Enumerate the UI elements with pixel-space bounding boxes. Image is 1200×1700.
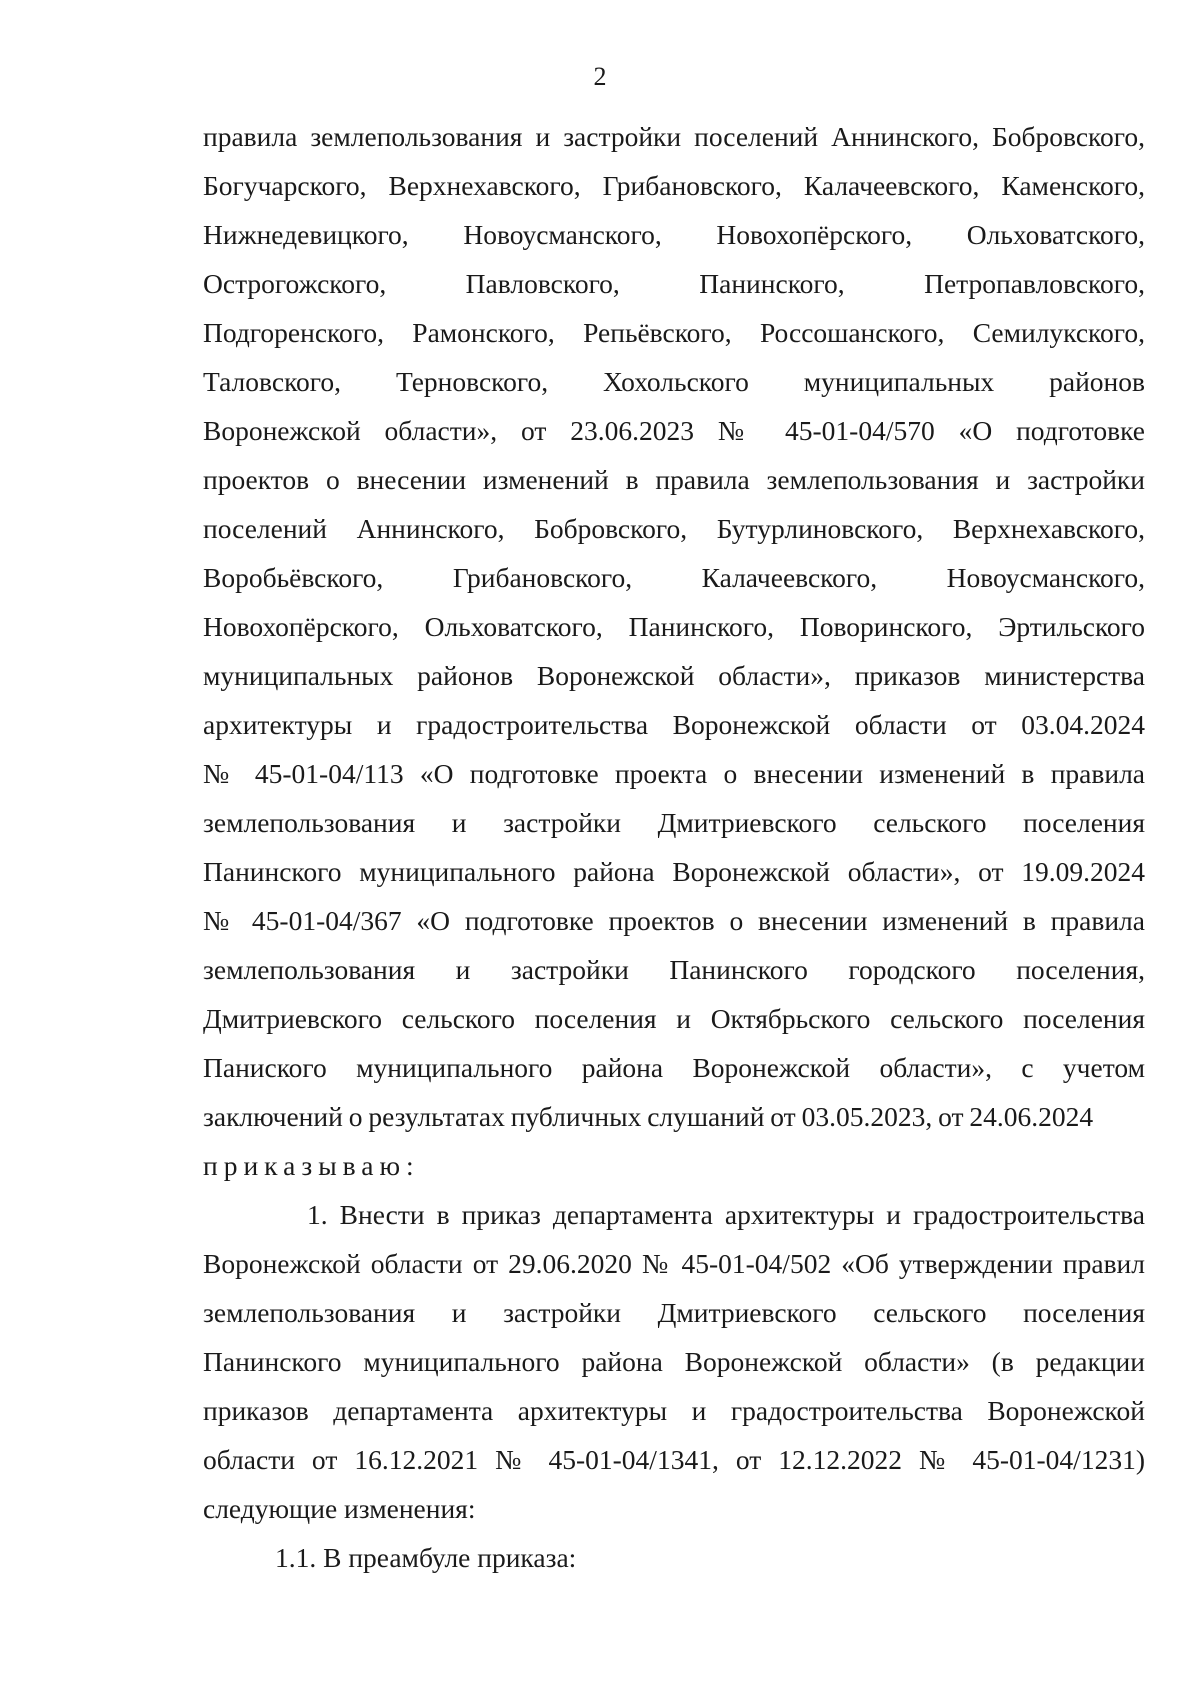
text-line: Таловского, Терновского, Хохольского муниципальных районов <box>203 366 1145 397</box>
text-line: проектов о внесении изменений в правила землепользования и застройки <box>203 464 1145 495</box>
text-line: землепользования и застройки Дмитриевского сельского поселения <box>203 807 1145 838</box>
text-line: Паниского муниципального района Воронежской области», с учетом <box>203 1052 1145 1083</box>
text-line: следующие изменения: <box>203 1493 476 1524</box>
text-line: Острогожского, Павловского, Панинского, Петропавловского, <box>203 268 1145 299</box>
text-line: Новохопёрского, Ольховатского, Панинского, Поворинского, Эртильского <box>203 611 1145 642</box>
page-number: 2 <box>593 62 607 91</box>
text-line: муниципальных районов Воронежской области», приказов министерства <box>203 660 1145 691</box>
text-line: Панинского муниципального района Воронежской области», от 19.09.2024 <box>203 856 1145 887</box>
paragraph-1-start: 1. Внести в приказ департамента архитектуры и градостроительства <box>307 1199 1145 1230</box>
text-line: Воробьёвского, Грибановского, Калачеевского, Новоусманского, <box>203 562 1145 593</box>
subparagraph-1-1: 1.1. В преамбуле приказа: <box>275 1542 577 1573</box>
text-line: № 45-01-04/367 «О подготовке проектов о внесении изменений в правила <box>203 905 1145 936</box>
text-line: землепользования и застройки Дмитриевского сельского поселения <box>203 1297 1145 1328</box>
text-line: архитектуры и градостроительства Воронежской области от 03.04.2024 <box>203 709 1145 740</box>
text-line: Панинского муниципального района Воронежской области» (в редакции <box>203 1346 1145 1377</box>
text-line: правила землепользования и застройки поселений Аннинского, Бобровского, <box>203 121 1145 152</box>
text-line: землепользования и застройки Панинского городского поселения, <box>203 954 1145 985</box>
text-line: поселений Аннинского, Бобровского, Бутурлиновского, Верхнехавского, <box>203 513 1145 544</box>
text-line: Богучарского, Верхнехавского, Грибановского, Калачеевского, Каменского, <box>203 170 1145 201</box>
text-line: Воронежской области от 29.06.2020 № 45-01-04/502 «Об утверждении правил <box>203 1248 1145 1279</box>
text-line: Подгоренского, Рамонского, Репьёвского, Россошанского, Семилукского, <box>203 317 1145 348</box>
text-line: Дмитриевского сельского поселения и Октябрьского сельского поселения <box>203 1003 1145 1034</box>
text-line: Нижнедевицкого, Новоусманского, Новохопёрского, Ольховатского, <box>203 219 1145 250</box>
text-line: заключений о результатах публичных слушаний от 03.05.2023, от 24.06.2024 <box>203 1101 1094 1132</box>
order-keyword: приказываю: <box>203 1150 420 1181</box>
document-body <box>203 112 1145 1582</box>
text-line: области от 16.12.2021 № 45-01-04/1341, от 12.12.2022 № 45-01-04/1231) <box>203 1444 1145 1475</box>
text-line: № 45-01-04/113 «О подготовке проекта о внесении изменений в правила <box>203 758 1145 789</box>
text-line: приказов департамента архитектуры и градостроительства Воронежской <box>203 1395 1145 1426</box>
text-line: Воронежской области», от 23.06.2023 № 45-01-04/570 «О подготовке <box>203 415 1145 446</box>
